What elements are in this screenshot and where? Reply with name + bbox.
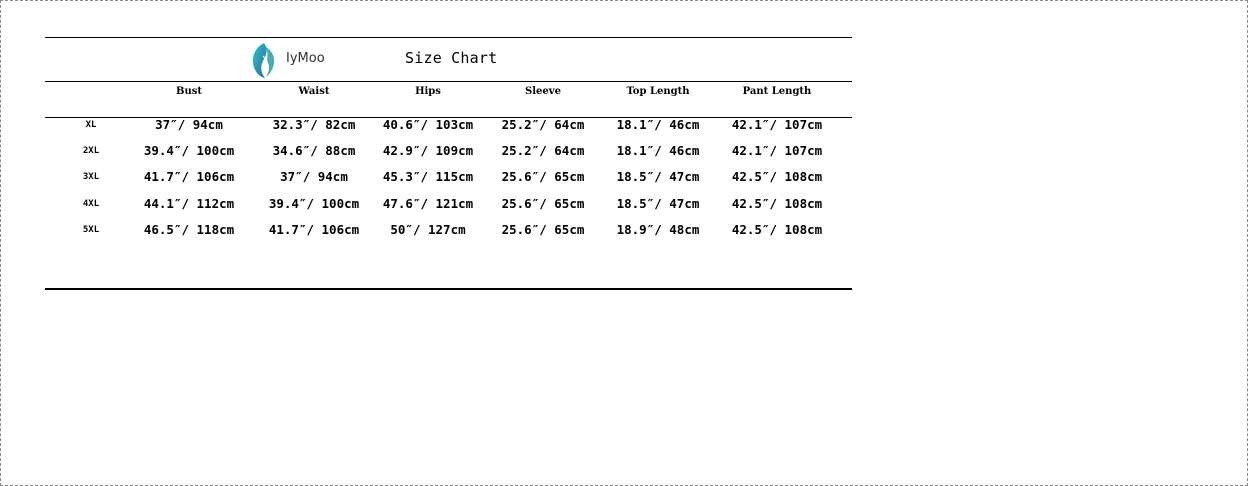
size-label: 4XL [82, 198, 100, 209]
table-cell: 41.7″/ 106cm [143, 169, 235, 185]
face-silhouette-leaf-icon [251, 42, 277, 79]
table-row [0, 196, 1248, 216]
column-header-top-length: Top Length [626, 86, 690, 97]
size-label: 2XL [82, 146, 100, 157]
table-cell: 47.6″/ 121cm [382, 195, 474, 211]
table-cell: 42.5″/ 108cm [731, 221, 823, 237]
table-cell: 40.6″/ 103cm [382, 117, 474, 132]
size-label: 3XL [82, 172, 100, 183]
table-cell: 18.9″/ 48cm [616, 221, 700, 237]
bottom-rule [45, 288, 852, 290]
table-cell: 18.1″/ 46cm [616, 143, 700, 159]
brand-logo [251, 41, 325, 79]
column-header-sleeve: Sleeve [525, 86, 561, 97]
table-cell: 42.1″/ 107cm [731, 143, 823, 159]
column-header-hips: Hips [415, 86, 441, 97]
table-cell: 42.1″/ 107cm [731, 117, 823, 132]
table-cell: 39.4″/ 100cm [143, 143, 235, 159]
table-cell: 42.9″/ 109cm [382, 143, 474, 159]
table-cell: 41.7″/ 106cm [268, 221, 360, 237]
table-cell: 42.5″/ 108cm [731, 195, 823, 211]
table-cell: 25.6″/ 65cm [501, 221, 585, 237]
table-row [0, 222, 1248, 242]
table-cell: 18.1″/ 46cm [616, 117, 700, 132]
page-title: Size Chart [405, 49, 498, 67]
table-cell: 25.2″/ 64cm [501, 117, 585, 132]
brand-name: IyMoo [286, 51, 325, 66]
table-cell: 50″/ 127cm [390, 221, 466, 237]
size-label: 5XL [82, 224, 100, 235]
table-cell: 25.2″/ 64cm [501, 143, 585, 159]
table-row [0, 143, 1248, 163]
table-cell: 46.5″/ 118cm [143, 221, 235, 237]
top-rule [45, 37, 852, 38]
column-header-waist: Waist [298, 86, 330, 97]
column-header-bust: Bust [176, 86, 202, 97]
table-cell: 25.6″/ 65cm [501, 169, 585, 185]
table-row [0, 169, 1248, 189]
table-cell: 18.5″/ 47cm [616, 169, 700, 185]
table-cell: 25.6″/ 65cm [501, 195, 585, 211]
table-cell: 45.3″/ 115cm [382, 169, 474, 185]
table-cell: 34.6″/ 88cm [272, 143, 356, 159]
column-header-pant-length: Pant Length [742, 86, 812, 97]
header-top-rule [45, 81, 852, 82]
table-cell: 37″/ 94cm [155, 117, 223, 132]
table-cell: 32.3″/ 82cm [272, 117, 356, 132]
table-cell: 39.4″/ 100cm [268, 195, 360, 211]
table-cell: 18.5″/ 47cm [616, 195, 700, 211]
table-cell: 44.1″/ 112cm [143, 195, 235, 211]
table-row [0, 117, 1248, 137]
size-label: XL [85, 120, 97, 130]
table-cell: 37″/ 94cm [280, 169, 348, 185]
table-cell: 42.5″/ 108cm [731, 169, 823, 185]
